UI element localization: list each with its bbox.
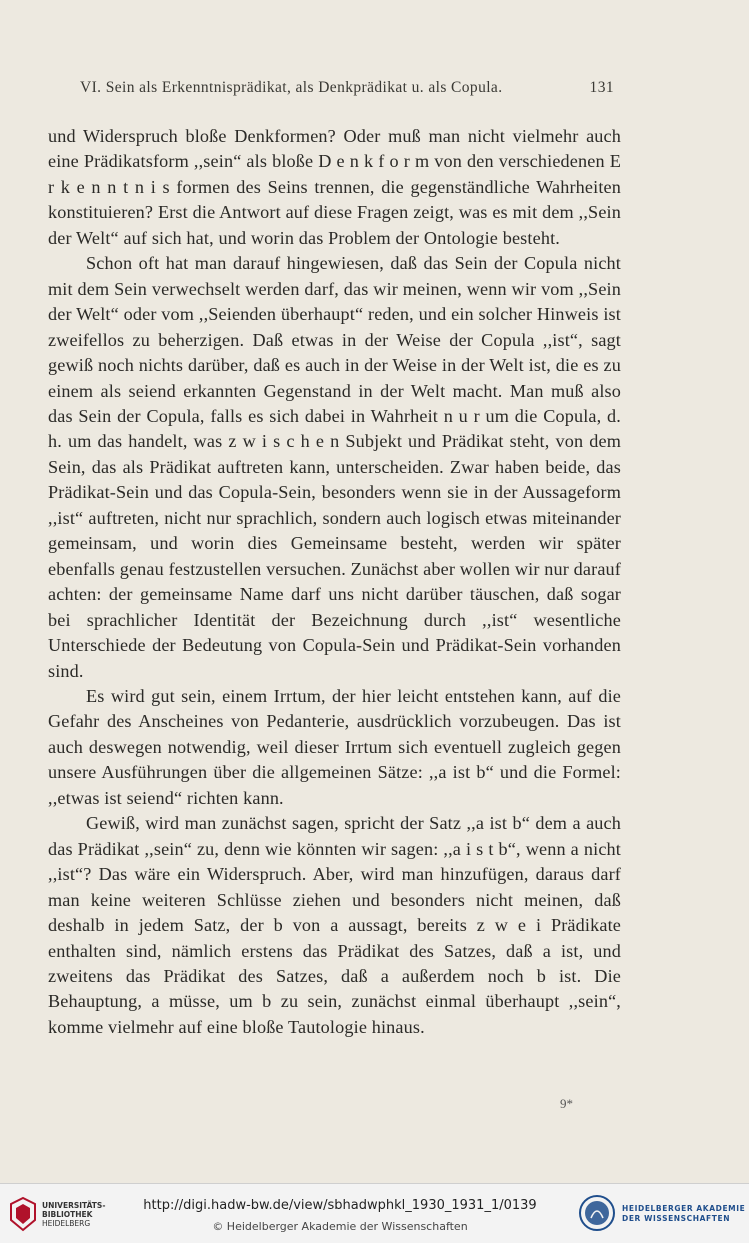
paragraph-4: Gewiß, wird man zunächst sagen, spricht der Satz ,,a ist b“ dem a auch das Prädikat ,,sein“ zu, denn wie könnten wir sagen: ,,a i s t b“, wenn a nicht ,,ist“? Das wäre ein Widerspruch. Aber, wird man hinzufügen, daraus darf man keine weiteren Schlüsse ziehen und besonders nicht meinen, daß deshalb in jedem Satz, der b von a aussagt, bereits z w e i Prädikate enthalten sind, nämlich erstens das Prädikat des Satzes, daß a ist, und zweitens das Prädikat des Satzes, daß a außerdem noch b ist. Die Behauptung, a müsse, um b zu sein, zunächst einmal überhaupt ,,sein“, komme vielmehr auf eine bloße Tautologie hinaus. — [48, 813, 621, 1037]
page-number: 131 — [589, 79, 614, 96]
body-text — [48, 124, 621, 1040]
paragraph-3: Es wird gut sein, einem Irrtum, der hier leicht entstehen kann, auf die Gefahr des Anscheines von Pedanterie, ausdrücklich vorzubeugen. Das ist auch deswegen notwendig, weil dieser Irrtum sich eventuell zugleich gegen unsere Ausführungen über die allgemeinen Sätze: ,,a ist b“ und die Formel: ,,etwas ist seiend“ richten kann. — [48, 685, 621, 808]
viewer-footer — [0, 1183, 749, 1243]
running-header — [80, 79, 614, 101]
paragraph-2: Schon oft hat man darauf hingewiesen, daß das Sein der Copula nicht mit dem Sein verwechselt werden darf, das wir meinen, wenn wir vom ,,Sein der Welt“ oder vom ,,Seienden überhaupt“ reden, und ein solcher Hinweis ist zweifellos zu beherzigen. Daß etwas in der Weise der Copula ,,ist“, sagt gewiß noch nichts darüber, daß es auch in der Weise in der Welt ist, die es zu einem als seiend erkannten Gegenstand in der Welt macht. Man muß also das Sein der Copula, falls es sich dabei in Wahrheit n u r um die Copula, d. h. um das handelt, was z w i s c h e n Subjekt und Prädikat steht, von dem Sein, das als Prädikat auftreten kann, unterscheiden. Zwar haben beide, das Prädikat-Sein und das Copula-Sein, besonders wenn sie in der Aussageform ,,ist“ auftreten, nicht nur sprachlich, sondern auch logisch etwas miteinander gemeinsam, und worin dies Gemeinsame besteht, werden wir später ebenfalls genau festzustellen versuchen. Zunächst aber wollen wir nur darauf achten: der gemeinsame Name darf uns nicht darüber täuschen, daß sogar bei sprachlicher Identität der Bezeichnung durch ,,ist“ wesentliche Unterschiede der Bedeutung von Copula-Sein und Prädikat-Sein vorhanden sind. — [48, 253, 621, 681]
paragraph-1: und Widerspruch bloße Denkformen? Oder muß man nicht vielmehr auch eine Prädikatsform ,,sein“ als bloße D e n k f o r m von den verschiedenen E r k e n n t n i s formen des Seins trennen, die gegenständliche Wahrheiten konstituieren? Erst die Antwort auf diese Fragen zeigt, was es mit dem ,,Sein der Welt“ auf sich hat, und worin das Problem der Ontologie besteht. — [48, 126, 621, 248]
academy-name: HEIDELBERGER AKADEMIE DER WISSENSCHAFTEN — [622, 1204, 746, 1223]
academy-seal-icon[interactable] — [578, 1194, 616, 1232]
copyright-notice: © Heidelberger Akademie der Wissenschaften — [212, 1220, 468, 1233]
university-library-name: UNIVERSITÄTS- BIBLIOTHEK HEIDELBERG — [42, 1201, 106, 1228]
permalink-url[interactable]: http://digi.hadw-bw.de/view/sbhadwphkl_1930_1931_1/0139 — [143, 1198, 537, 1213]
running-title: VI. Sein als Erkenntnisprädikat, als Denkprädikat u. als Copula. — [80, 79, 503, 96]
signature-mark: 9* — [560, 1096, 573, 1111]
university-library-logo-icon[interactable] — [8, 1196, 38, 1232]
